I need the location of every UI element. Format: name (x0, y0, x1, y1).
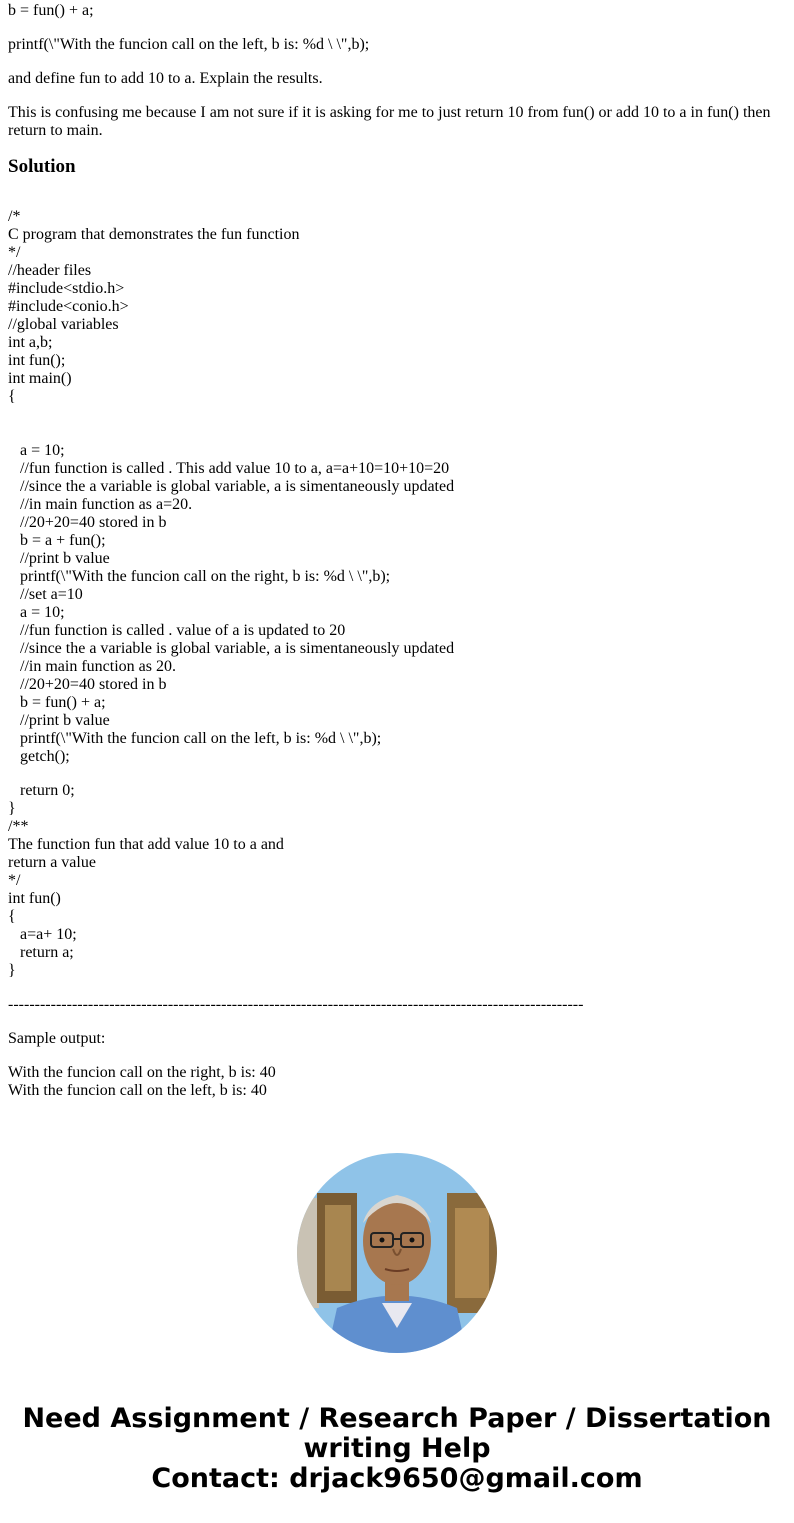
question-text: and define fun to add 10 to a. Explain the results. (8, 70, 323, 87)
code-line: printf(\"With the funcion call on the right, b is: %d \ \",b); (8, 568, 391, 585)
code-line: a = 10; (8, 604, 65, 621)
code-line: /* (8, 208, 21, 225)
question-code-line: printf(\"With the funcion call on the left, b is: %d \ \",b); (8, 36, 370, 53)
avatar (297, 1153, 497, 1353)
code-line: printf(\"With the funcion call on the left, b is: %d \ \",b); (8, 730, 382, 747)
code-line: int main() (8, 370, 72, 387)
code-line: The function fun that add value 10 to a and (8, 836, 284, 853)
code-line: int fun() (8, 890, 61, 907)
footer-contact: Contact: drjack9650@gmail.com (151, 1463, 643, 1494)
code-line: //print b value (8, 712, 110, 729)
person-photo-icon (297, 1153, 497, 1353)
document-body (8, 2, 786, 1100)
code-line: //since the a variable is global variable, a is simentaneously updated (8, 640, 455, 657)
code-line: } (8, 962, 16, 979)
code-line: return a value (8, 854, 96, 871)
solution-heading: Solution (8, 156, 76, 177)
code-line: b = a + fun(); (8, 532, 106, 549)
sample-output (8, 1064, 786, 1100)
code-line: #include<conio.h> (8, 298, 129, 315)
code-line: //set a=10 (8, 586, 83, 603)
code-line: getch(); (8, 748, 70, 765)
output-line: With the funcion call on the right, b is: 40 (8, 1064, 276, 1081)
code-line: //in main function as 20. (8, 658, 176, 675)
code-line: b = fun() + a; (8, 694, 106, 711)
code-line: } (8, 800, 16, 817)
code-line: { (8, 388, 16, 405)
sample-output-label: Sample output: (8, 1030, 106, 1047)
code-line: //20+20=40 stored in b (8, 676, 167, 693)
code-line: return 0; (8, 782, 75, 799)
code-line: /** (8, 818, 29, 835)
footer-line-1: Need Assignment / Research Paper / Dissertation (22, 1403, 772, 1434)
output-line: With the funcion call on the left, b is: 40 (8, 1082, 267, 1099)
footer-line-2: writing Help (303, 1433, 491, 1464)
code-line (8, 424, 786, 442)
code-line: a=a+ 10; (8, 926, 77, 943)
code-line: //20+20=40 stored in b (8, 514, 167, 531)
code-line: { (8, 908, 16, 925)
code-line: //global variables (8, 316, 119, 333)
code-line: //since the a variable is global variable, a is simentaneously updated (8, 478, 455, 495)
code-line: //header files (8, 262, 92, 279)
footer-banner (0, 1404, 794, 1494)
code-line: //print b value (8, 550, 110, 567)
code-line: a = 10; (8, 442, 65, 459)
code-line: //fun function is called . This add value 10 to a, a=a+10=10+10=20 (8, 460, 450, 477)
question-code-line: b = fun() + a; (8, 2, 94, 19)
code-line: */ (8, 872, 21, 889)
code-block (8, 208, 786, 766)
code-line: int fun(); (8, 352, 66, 369)
code-line: C program that demonstrates the fun function (8, 226, 300, 243)
code-line: */ (8, 244, 21, 261)
separator-line: ------------------------------------------------------------------------------------------------------------ (8, 996, 584, 1013)
code-line: //fun function is called . value of a is updated to 20 (8, 622, 346, 639)
code-line: #include<stdio.h> (8, 280, 125, 297)
code-line: int a,b; (8, 334, 53, 351)
code-line: return a; (8, 944, 74, 961)
code-block-continued (8, 782, 786, 980)
code-line (8, 406, 786, 424)
code-line: //in main function as a=20. (8, 496, 193, 513)
question-text: This is confusing me because I am not sure if it is asking for me to just return 10 from fun() or add 10 to a in fun() then return to main. (8, 104, 771, 139)
